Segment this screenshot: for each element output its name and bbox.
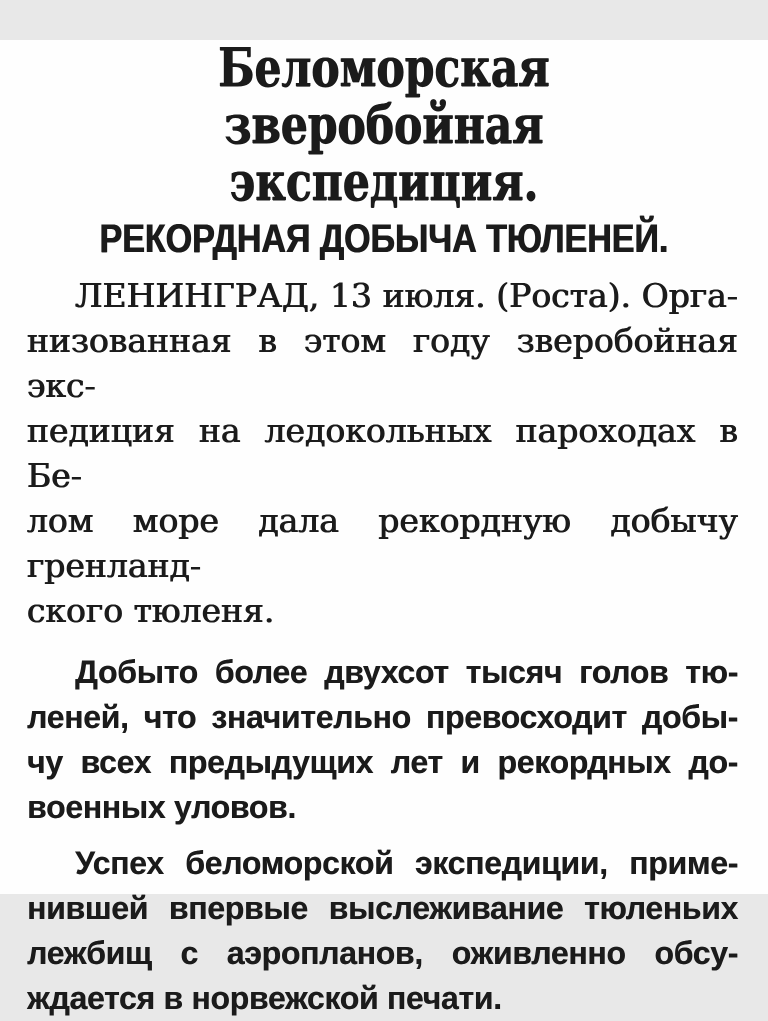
text-line: леней, что значительно превосходит добы- [27, 699, 738, 735]
text-line: военных уловов. [27, 789, 296, 825]
text-line: Добыто более двухсот тысяч голов тю- [75, 654, 738, 690]
paragraph-aeroplane [27, 841, 738, 1021]
text-line: ЛЕНИНГРАД, 13 июля. (Роста). Орга- [75, 276, 738, 315]
subheadline [0, 217, 768, 261]
text-line: ского тюленя. [27, 591, 275, 630]
headline [0, 37, 768, 213]
newspaper-clipping [0, 37, 768, 1016]
paragraph-dateline [27, 273, 738, 633]
text-line: лом море дала рекордную добычу гренланд- [27, 501, 738, 585]
text-line: ждается в норвежской печати. [27, 980, 502, 1016]
text-line: лежбищ с аэропланов, оживленно обсу- [27, 935, 738, 971]
headline-line-1: Беломорская зверобойная [218, 37, 550, 156]
subheadline-text: РЕКОРДНАЯ ДОБЫЧА ТЮЛЕНЕЙ. [99, 217, 669, 261]
article-body [0, 273, 768, 1021]
headline-line-2: экспедиция. [229, 151, 539, 213]
text-line: педиция на ледокольных пароходах в Бе- [27, 411, 738, 495]
text-line: низованная в этом году зверобойная экс- [27, 321, 738, 405]
text-line: нившей впервые выслеживание тюленьих [27, 890, 738, 926]
text-line: чу всех предыдущих лет и рекордных до- [27, 744, 738, 780]
paragraph-catch [27, 650, 738, 830]
text-line: Успех беломорской экспедиции, приме- [75, 845, 738, 881]
